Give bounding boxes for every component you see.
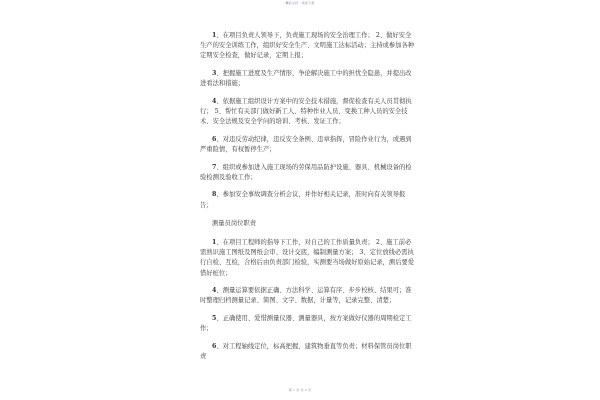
paragraph-top-3: 3、把握施工进度及生产情形，争论解决施工中的担忧全隐患，并提出改进看法和措施；: [200, 70, 412, 88]
page-footer: 第 1 页 共 2 页: [288, 388, 312, 392]
section-title: 测量员岗位职责: [212, 219, 257, 227]
paragraph-bottom-5: 5、正确使用、爱惜测量仪器、测量器具，按方案做好仪器的周期检定工作；: [200, 315, 412, 333]
paragraph-top-6: 6、对违反劳动纪律，违反安全条例、违章指挥，冒险作业行为，或遇到严重险情，有权暂停生产；: [200, 135, 412, 153]
paragraph-bottom-6: 6、对工程轴线定位，标高把握，建筑物垂直等负责；材料保管员岗位职责: [200, 342, 412, 360]
paragraph-bottom-1: 1、在项目工程师的指导下工作，对自己的工作质量负责； 2、施工前必需熟识施工图纸及图纸会审、设计交底，编制测量方案； 3、定位放线必需执行自检、互检，合格后由负责部门检验，实测要当场做好原始记录，测后要爱惜好桩位；: [200, 239, 415, 277]
page-header: 精品文档 · 欢迎下载: [285, 1, 315, 5]
paragraph-top-1: 1、在项目负责人领导下，负责施工现场的安全治理工作； 2、做好安全生产的安全训练工作，组织好安全生产、文明施工达标活动；主持或参加各种定期安全检查，做好记录，定期上报；: [200, 32, 415, 60]
paragraph-top-4: 4、依据施工组织设计方案中的安全技术措施，督促检查有关人员贯彻执行； 5、帮忙有关部门做好新工人、特种作业人员、变换工种人员的安全技术、安全法规及安全学问的培训、考核、发证工作；: [200, 97, 412, 126]
paragraph-top-7: 7、组织或参加进入施工现场的劳保用品防护设施、器具、机械设备的检验检测及验收工作；: [200, 163, 412, 181]
document-body: [200, 31, 415, 370]
paragraph-bottom-4: 4、测量运算要依据正确、方法科学、运算有序、步步校核、结果可；准时整理归档测量记录、简图、文字、数据，计量等，记录完整、清楚；: [200, 287, 412, 305]
paragraph-top-8: 8、参加安全事故调查分析会议，并作好相关记录，准时向有关领导报告；: [200, 191, 406, 209]
